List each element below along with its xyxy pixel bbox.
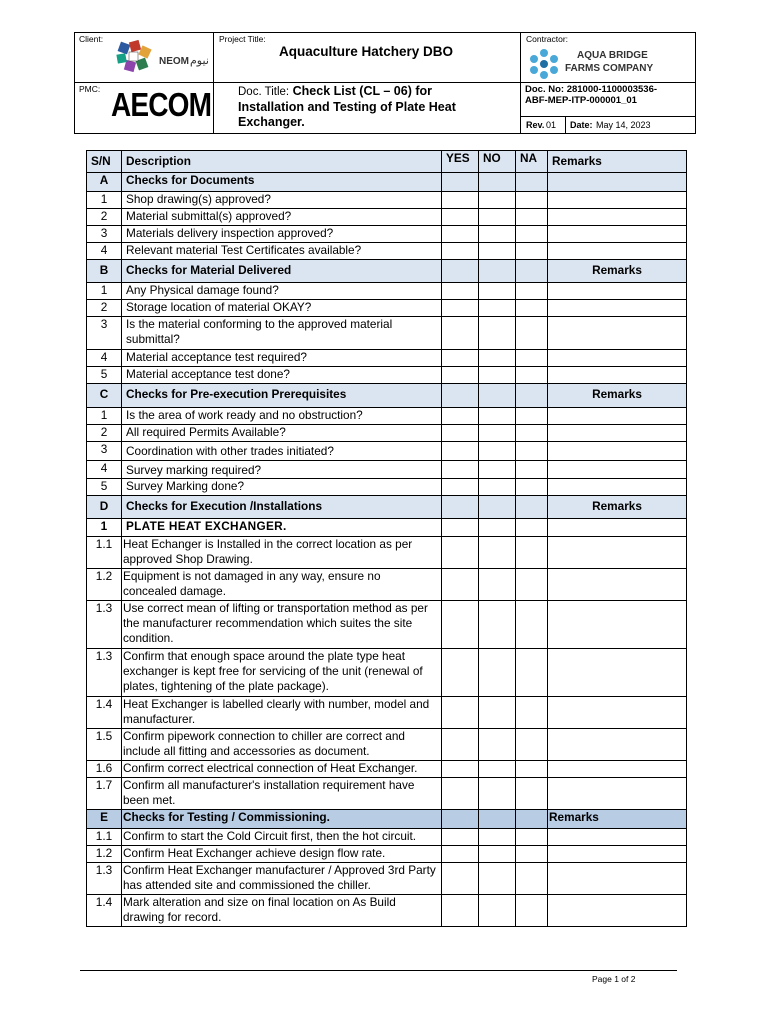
section-d-remarks: Remarks [548, 496, 687, 519]
neom-logo-arabic: نيوم [190, 55, 209, 67]
section-c-remarks: Remarks [548, 384, 687, 408]
na-cell[interactable] [516, 895, 548, 927]
section-e-row [87, 810, 687, 829]
neom-emblem-icon [115, 39, 155, 79]
no-cell[interactable] [479, 350, 516, 367]
remarks-cell[interactable] [548, 895, 687, 927]
subsection-sn: 1 [87, 519, 122, 537]
neom-logo-text: NEOM [159, 56, 189, 67]
document-header [74, 32, 696, 134]
remarks-cell[interactable] [548, 846, 687, 863]
no-cell[interactable] [479, 601, 516, 649]
remarks-cell[interactable] [548, 729, 687, 761]
yes-cell[interactable] [442, 895, 479, 927]
na-cell[interactable] [516, 479, 548, 496]
na-cell[interactable] [516, 697, 548, 729]
col-sn: S/N [87, 151, 122, 173]
yes-cell[interactable] [442, 537, 479, 569]
table-row: 1.7 Confirm all manufacturer's installation requirement have been met. [87, 778, 687, 810]
yes-cell[interactable] [442, 863, 479, 895]
remarks-cell[interactable] [548, 569, 687, 601]
yes-cell[interactable] [442, 425, 479, 442]
na-cell[interactable] [516, 601, 548, 649]
table-header-row [87, 151, 687, 173]
section-d-title: Checks for Execution /Installations [122, 496, 442, 519]
no-cell[interactable] [479, 317, 516, 350]
remarks-cell[interactable] [548, 778, 687, 810]
remarks-cell[interactable] [548, 601, 687, 649]
pmc-label: PMC: [79, 84, 101, 94]
na-cell[interactable] [516, 243, 548, 260]
yes-cell[interactable] [442, 209, 479, 226]
col-description: Description [122, 151, 442, 173]
no-cell[interactable] [479, 895, 516, 927]
no-cell[interactable] [479, 461, 516, 479]
table-row: 5 Survey Marking done? [87, 479, 687, 496]
table-row: 1.1 Heat Echanger is Installed in the correct location as per approved Shop Drawing. [87, 537, 687, 569]
remarks-cell[interactable] [548, 649, 687, 697]
remarks-cell[interactable] [548, 317, 687, 350]
no-cell[interactable] [479, 209, 516, 226]
table-row: 1.2 Equipment is not damaged in any way, ensure no concealed damage. [87, 569, 687, 601]
no-cell[interactable] [479, 846, 516, 863]
contractor-name-1: AQUA BRIDGE [577, 50, 648, 61]
remarks-cell[interactable] [548, 761, 687, 778]
table-row: 5 Material acceptance test done? [87, 367, 687, 384]
no-cell[interactable] [479, 226, 516, 243]
na-cell[interactable] [516, 829, 548, 846]
no-cell[interactable] [479, 863, 516, 895]
no-cell[interactable] [479, 243, 516, 260]
remarks-cell[interactable] [548, 461, 687, 479]
yes-cell[interactable] [442, 761, 479, 778]
subsection-row [87, 519, 687, 537]
yes-cell[interactable] [442, 192, 479, 209]
remarks-cell[interactable] [548, 243, 687, 260]
rev-value: 01 [546, 120, 557, 130]
na-cell[interactable] [516, 863, 548, 895]
yes-cell[interactable] [442, 243, 479, 260]
remarks-cell[interactable] [548, 192, 687, 209]
table-row: 3 Coordination with other trades initiated? [87, 442, 687, 461]
aqua-bridge-logo [527, 47, 692, 81]
na-cell[interactable] [516, 300, 548, 317]
remarks-cell[interactable] [548, 425, 687, 442]
na-cell[interactable] [516, 226, 548, 243]
na-cell[interactable] [516, 367, 548, 384]
yes-cell[interactable] [442, 697, 479, 729]
no-cell[interactable] [479, 367, 516, 384]
no-cell[interactable] [479, 761, 516, 778]
na-cell[interactable] [516, 649, 548, 697]
remarks-cell[interactable] [548, 863, 687, 895]
date-value: May 14, 2023 [596, 120, 651, 130]
remarks-cell[interactable] [548, 300, 687, 317]
remarks-cell[interactable] [548, 829, 687, 846]
remarks-cell[interactable] [548, 537, 687, 569]
section-b-sn: B [87, 260, 122, 283]
section-b-title: Checks for Material Delivered [122, 260, 442, 283]
remarks-cell[interactable] [548, 226, 687, 243]
table-row: 1 Any Physical damage found? [87, 283, 687, 300]
remarks-cell[interactable] [548, 367, 687, 384]
col-remarks: Remarks [548, 151, 687, 173]
remarks-cell[interactable] [548, 209, 687, 226]
section-a-row [87, 173, 687, 192]
na-cell[interactable] [516, 209, 548, 226]
yes-cell[interactable] [442, 408, 479, 425]
remarks-cell[interactable] [548, 408, 687, 425]
rev-label: Rev. [526, 120, 545, 130]
client-label: Client: [79, 34, 104, 44]
doc-title-line1: Check List (CL – 06) for [292, 84, 433, 98]
table-row: 2 All required Permits Available? [87, 425, 687, 442]
table-row: 2 Storage location of material OKAY? [87, 300, 687, 317]
section-e-remarks: Remarks [548, 810, 687, 829]
contractor-name-2: FARMS COMPANY [565, 63, 654, 74]
page-number: Page 1 of 2 [592, 974, 636, 984]
table-row: 1.5 Confirm pipework connection to chiller are correct and include all fitting and accessories as document. [87, 729, 687, 761]
project-label: Project Title: [219, 34, 266, 44]
aqua-bridge-emblem-icon [527, 47, 561, 81]
yes-cell[interactable] [442, 649, 479, 697]
section-b-row [87, 260, 687, 283]
yes-cell[interactable] [442, 729, 479, 761]
section-a-sn: A [87, 173, 122, 192]
remarks-cell[interactable] [548, 350, 687, 367]
table-row: 1.3 Use correct mean of lifting or transportation method as per the manufacturer recommendation which suites the site condition. [87, 601, 687, 649]
yes-cell[interactable] [442, 283, 479, 300]
na-cell[interactable] [516, 846, 548, 863]
remarks-cell[interactable] [548, 479, 687, 496]
table-row: 1.4 Heat Exchanger is labelled clearly with number, model and manufacturer. [87, 697, 687, 729]
section-c-sn: C [87, 384, 122, 408]
doc-title-line3: Exchanger. [238, 115, 305, 129]
doc-number-line1: Doc. No: 281000-1100003536- [525, 84, 658, 95]
doc-title [238, 84, 518, 130]
na-cell[interactable] [516, 461, 548, 479]
na-cell[interactable] [516, 350, 548, 367]
table-row: 4 Survey marking required? [87, 461, 687, 479]
na-cell[interactable] [516, 317, 548, 350]
table-row: 4 Relevant material Test Certificates available? [87, 243, 687, 260]
date-label: Date: [570, 120, 593, 130]
project-title: Aquaculture Hatchery DBO [279, 44, 454, 59]
section-e-sn: E [87, 810, 122, 829]
yes-cell[interactable] [442, 317, 479, 350]
yes-cell[interactable] [442, 367, 479, 384]
yes-cell[interactable] [442, 226, 479, 243]
yes-cell[interactable] [442, 442, 479, 461]
na-cell[interactable] [516, 442, 548, 461]
na-cell[interactable] [516, 729, 548, 761]
col-no: NO [479, 151, 516, 173]
section-a-title: Checks for Documents [122, 173, 442, 192]
table-row: 1 Is the area of work ready and no obstruction? [87, 408, 687, 425]
no-cell[interactable] [479, 283, 516, 300]
na-cell[interactable] [516, 569, 548, 601]
no-cell[interactable] [479, 408, 516, 425]
table-row: 1.4 Mark alteration and size on final location on As Build drawing for record. [87, 895, 687, 927]
no-cell[interactable] [479, 192, 516, 209]
no-cell[interactable] [479, 729, 516, 761]
aecom-logo: AECOM [111, 86, 212, 123]
section-b-remarks: Remarks [548, 260, 687, 283]
na-cell[interactable] [516, 537, 548, 569]
section-c-row [87, 384, 687, 408]
yes-cell[interactable] [442, 778, 479, 810]
no-cell[interactable] [479, 442, 516, 461]
table-row: 1.3 Confirm that enough space around the plate type heat exchanger is kept free for servicing of the unit (renewal of plates, tightening of the plate package). [87, 649, 687, 697]
no-cell[interactable] [479, 697, 516, 729]
table-row: 4 Material acceptance test required? [87, 350, 687, 367]
doc-number [525, 84, 695, 106]
na-cell[interactable] [516, 192, 548, 209]
section-c-title: Checks for Pre-execution Prerequisites [122, 384, 442, 408]
doc-title-label: Doc. Title: [238, 86, 290, 98]
table-row: 1 Shop drawing(s) approved? [87, 192, 687, 209]
no-cell[interactable] [479, 649, 516, 697]
no-cell[interactable] [479, 778, 516, 810]
neom-logo [115, 39, 210, 79]
yes-cell[interactable] [442, 300, 479, 317]
table-row: 2 Material submittal(s) approved? [87, 209, 687, 226]
na-cell[interactable] [516, 408, 548, 425]
remarks-cell[interactable] [548, 283, 687, 300]
no-cell[interactable] [479, 569, 516, 601]
contractor-label: Contractor: [526, 34, 569, 44]
doc-title-line2: Installation and Testing of Plate Heat [238, 100, 456, 114]
remarks-cell[interactable] [548, 442, 687, 461]
yes-cell[interactable] [442, 569, 479, 601]
col-yes: YES [442, 151, 479, 173]
table-row: 3 Is the material conforming to the approved material submittal? [87, 317, 687, 350]
col-na: NA [516, 151, 548, 173]
yes-cell[interactable] [442, 350, 479, 367]
no-cell[interactable] [479, 479, 516, 496]
table-row: 3 Materials delivery inspection approved? [87, 226, 687, 243]
yes-cell[interactable] [442, 461, 479, 479]
table-row: 1.6 Confirm correct electrical connection of Heat Exchanger. [87, 761, 687, 778]
no-cell[interactable] [479, 537, 516, 569]
na-cell[interactable] [516, 761, 548, 778]
section-d-row [87, 496, 687, 519]
section-e-title: Checks for Testing / Commissioning. [122, 810, 442, 829]
table-row: 1.2 Confirm Heat Exchanger achieve design flow rate. [87, 846, 687, 863]
no-cell[interactable] [479, 425, 516, 442]
footer-divider [80, 970, 677, 971]
no-cell[interactable] [479, 300, 516, 317]
doc-number-line2: ABF-MEP-ITP-000001_01 [525, 95, 637, 106]
yes-cell[interactable] [442, 601, 479, 649]
yes-cell[interactable] [442, 829, 479, 846]
na-cell[interactable] [516, 283, 548, 300]
section-d-sn: D [87, 496, 122, 519]
na-cell[interactable] [516, 425, 548, 442]
yes-cell[interactable] [442, 846, 479, 863]
no-cell[interactable] [479, 829, 516, 846]
checklist-table [86, 150, 687, 927]
subsection-title: PLATE HEAT EXCHANGER. [122, 519, 442, 537]
table-row: 1.3 Confirm Heat Exchanger manufacturer / Approved 3rd Party has attended site and commissioned the chiller. [87, 863, 687, 895]
table-row: 1.1 Confirm to start the Cold Circuit first, then the hot circuit. [87, 829, 687, 846]
na-cell[interactable] [516, 778, 548, 810]
remarks-cell[interactable] [548, 697, 687, 729]
yes-cell[interactable] [442, 479, 479, 496]
